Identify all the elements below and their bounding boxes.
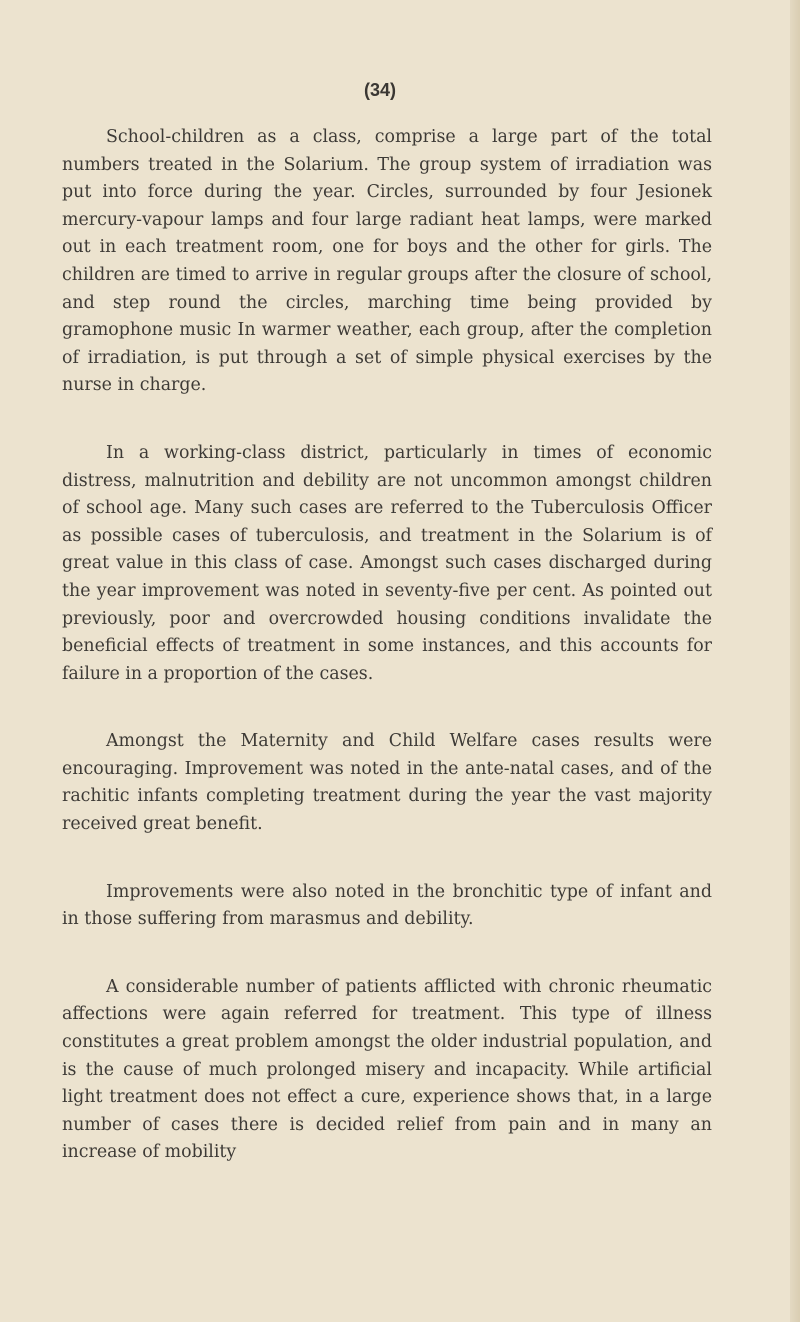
paragraph-bronchitic-infants: [62, 879, 712, 934]
paragraph-text: A considerable number of patients afflicted with chronic rheumatic affections were again referred for treatment. This type of illness constitutes a great problem amongst the older industrial population, and is the cause of much prolonged misery and incapacity. While artificial light treatment does not effect a cure, experience shows that, in a large number of cases there is decided relief from pain and in many an increase of mobility: [62, 976, 712, 1163]
paragraph-school-children: [62, 124, 712, 400]
paragraph-text: In a working-class district, particularly in times of economic distress, malnutrition and debility are not uncommon amongst children of school age. Many such cases are referred to the Tuberculosis Officer as possible cases of tuberculosis, and treatment in the Solarium is of great value in this class of case. Amongst such cases discharged during the year improvement was noted in seventy-five per cent. As pointed out previously, poor and overcrowded housing conditions invalidate the beneficial effects of treatment in some instances, and this accounts for failure in a proportion of the cases.: [62, 442, 712, 684]
paragraph-rheumatic-affections: [62, 974, 712, 1167]
paragraph-text: School-children as a class, comprise a large part of the total numbers treated in the Solarium. The group system of irradiation was put into force during the year. Circles, surrounded by four Jesionek mercury-vapour lamps and four large radiant heat lamps, were marked out in each treatment room, one for boys and the other for girls. The children are timed to arrive in regular groups after the closure of school, and step round the circles, marching time being provided by gramophone music In warmer weather, each group, after the completion of irradiation, is put through a set of simple physical exercises by the nurse in charge.: [62, 127, 712, 396]
page-edge: [790, 0, 800, 1322]
paragraph-maternity-child-welfare: [62, 728, 712, 838]
paragraph-text: Amongst the Maternity and Child Welfare cases results were encouraging. Improvement was noted in the ante-natal cases, and of the rachitic infants completing treatment during the year the vast majority received great benefit.: [62, 731, 712, 835]
page-number: (34): [363, 80, 396, 100]
paragraph-working-class-district: [62, 440, 712, 688]
paragraph-text: Improvements were also noted in the bronchitic type of infant and in those suffering from marasmus and debility.: [62, 881, 712, 930]
body-text: [62, 124, 712, 1207]
